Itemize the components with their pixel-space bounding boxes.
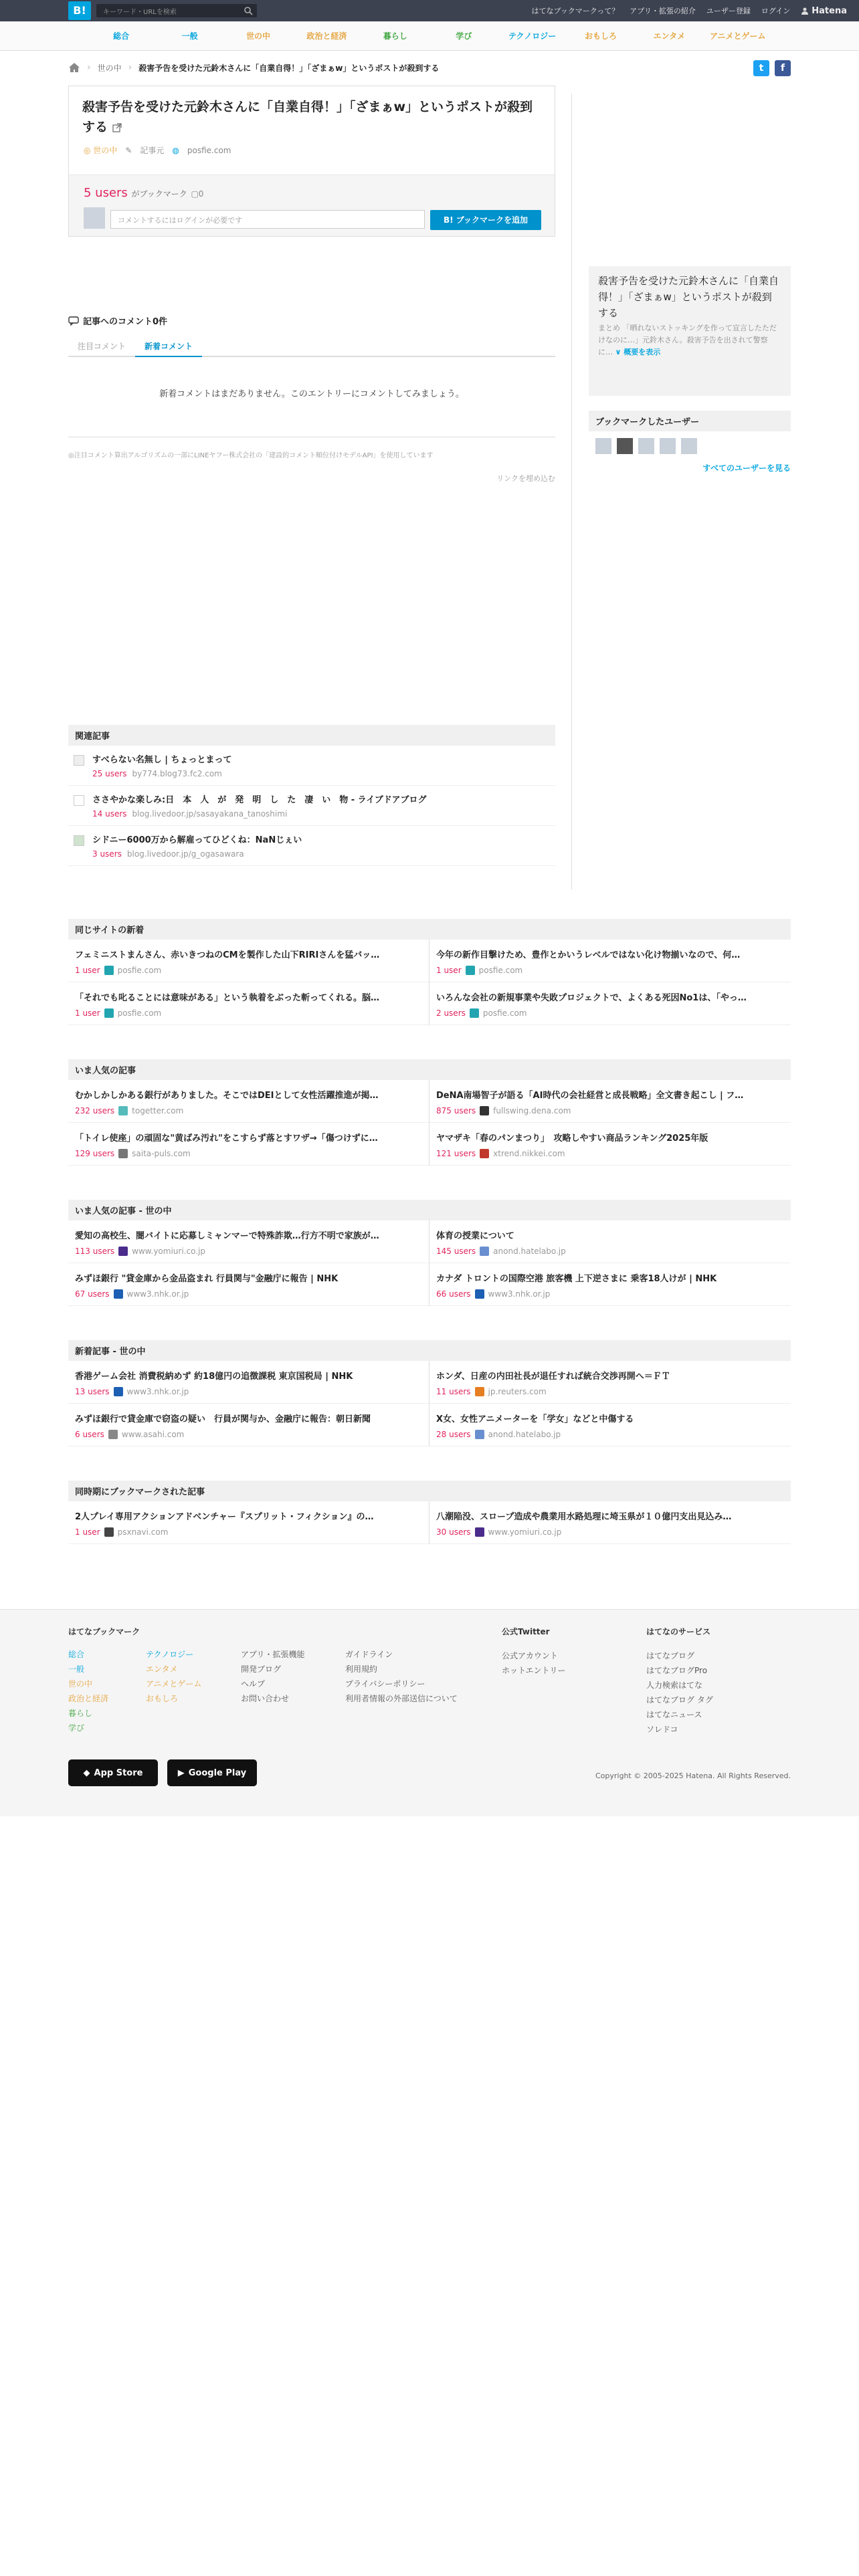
users-count[interactable]: 1 user — [436, 966, 462, 975]
site-favicon-icon — [480, 1106, 489, 1115]
users-count[interactable]: 875 users — [436, 1106, 476, 1115]
site-domain[interactable]: fullswing.dena.com — [493, 1106, 571, 1115]
site-favicon-icon — [74, 755, 84, 766]
site-favicon-icon — [475, 1289, 484, 1299]
google-play-label: Google Play — [188, 1767, 247, 1778]
entry-category-label: 世の中 — [93, 146, 118, 155]
site-domain[interactable]: psxnavi.com — [117, 1527, 169, 1537]
footer-link[interactable]: プライバシーポリシー — [345, 1679, 425, 1689]
share-buttons — [753, 60, 791, 76]
list-item[interactable] — [68, 940, 430, 982]
footer — [0, 1609, 859, 1816]
users-count[interactable]: 25 users — [92, 769, 127, 778]
list-item[interactable] — [68, 1220, 430, 1263]
users-count[interactable]: 145 users — [436, 1247, 476, 1256]
article-meta — [436, 1430, 784, 1439]
sidebar-entry-card — [589, 266, 791, 396]
site-favicon-icon — [74, 835, 84, 846]
article-title[interactable]: 愛知の高校生、闇バイトに応募しミャンマーで特殊詐欺…行方不明で家族が… — [75, 1231, 379, 1241]
tab-popular-comments[interactable]: 注目コメント — [78, 342, 126, 351]
pencil-icon[interactable]: ✎ — [125, 145, 132, 155]
section-heading: いま人気の記事 — [68, 1059, 791, 1080]
footer-link[interactable]: アプリ・拡張機能 — [241, 1650, 305, 1659]
article-meta — [75, 1149, 422, 1158]
related-item-body — [92, 833, 302, 859]
list-item[interactable] — [430, 1361, 791, 1404]
tab-category-6[interactable]: テクノロジー — [508, 31, 557, 41]
list-item[interactable] — [430, 1080, 791, 1123]
section-grid — [68, 1361, 791, 1446]
users-count[interactable]: 13 users — [75, 1387, 110, 1396]
external-link-icon[interactable] — [112, 123, 122, 132]
apple-icon: ◆ — [83, 1767, 90, 1778]
list-item[interactable] — [430, 982, 791, 1025]
article-title[interactable]: 香港ゲーム会社 消費税納めず 約18億円の追徴課税 東京国税局 | NHK — [75, 1372, 353, 1382]
tab-category-9[interactable]: アニメとゲーム — [710, 31, 766, 41]
site-domain[interactable]: www3.nhk.or.jp — [126, 1289, 189, 1299]
related-title[interactable]: すべらない名無し | ちょっとまって — [92, 755, 232, 765]
footer-link[interactable]: ソレドコ — [646, 1725, 678, 1734]
section-grid — [68, 1080, 791, 1166]
comment-tabs — [68, 336, 555, 357]
entry-title-text[interactable]: 殺害予告を受けた元鈴木さんに「自業自得！」「ざまぁw」というポストが殺到する — [82, 100, 533, 134]
site-domain[interactable]: www3.nhk.or.jp — [126, 1387, 189, 1396]
users-count[interactable]: 1 user — [75, 966, 100, 975]
site-favicon-icon — [480, 1149, 489, 1158]
list-item[interactable] — [430, 940, 791, 982]
top-bar — [0, 0, 859, 21]
section-grid — [68, 940, 791, 1025]
tab-category-4[interactable]: 暮らし — [383, 31, 407, 41]
tab-category-2[interactable]: 世の中 — [246, 31, 270, 41]
footer-bookmark-heading: はてなブックマーク — [68, 1627, 140, 1636]
site-domain[interactable]: togetter.com — [132, 1106, 184, 1115]
site-favicon-icon — [104, 966, 114, 975]
footer-link[interactable]: 一般 — [68, 1665, 85, 1674]
users-count[interactable]: 121 users — [436, 1149, 476, 1158]
site-domain[interactable]: www3.nhk.or.jp — [488, 1289, 551, 1299]
user-avatar[interactable] — [638, 438, 654, 454]
tab-category-0[interactable]: 総合 — [113, 31, 130, 41]
footer-link[interactable]: 世の中 — [68, 1679, 93, 1689]
apps-link[interactable]: アプリ・拡張の紹介 — [630, 7, 696, 15]
site-domain[interactable]: www.asahi.com — [121, 1430, 185, 1439]
list-section-2 — [68, 1200, 791, 1306]
entry-domain[interactable]: posfie.com — [187, 145, 231, 155]
section-grid — [68, 1220, 791, 1306]
footer-link[interactable]: 利用規約 — [345, 1665, 378, 1674]
list-item[interactable] — [68, 982, 430, 1025]
globe-icon: ◍ — [172, 145, 179, 155]
list-item[interactable] — [430, 1123, 791, 1166]
site-favicon-icon — [475, 1430, 484, 1439]
entry-actions — [69, 175, 555, 236]
footer-link[interactable]: 開発ブログ — [241, 1665, 282, 1674]
footer-link[interactable]: 公式アカウント — [502, 1651, 558, 1660]
footer-link[interactable]: 総合 — [68, 1650, 85, 1659]
tab-category-1[interactable]: 一般 — [181, 31, 198, 41]
article-meta — [436, 1289, 784, 1299]
related-meta — [92, 849, 302, 859]
comments-heading — [68, 314, 555, 327]
column-divider — [571, 94, 572, 889]
footer-link[interactable]: はてなニュース — [646, 1710, 702, 1719]
site-domain[interactable]: www.yomiuri.co.jp — [488, 1527, 562, 1537]
article-title[interactable]: 2人プレイ専用アクションアドベンチャー『スプリット・フィクション』の… — [75, 1512, 374, 1522]
list-section-1 — [68, 1059, 791, 1166]
list-item[interactable] — [68, 746, 555, 786]
sidebar-desc — [598, 322, 780, 358]
app-store-label: App Store — [94, 1767, 143, 1778]
users-count[interactable]: 3 users — [92, 849, 122, 859]
site-favicon-icon — [480, 1247, 489, 1256]
article-title[interactable]: 今年の新作目撃けため、豊作とかいうレベルではない化け物揃いなので、何… — [436, 950, 741, 960]
list-item[interactable] — [68, 1263, 430, 1306]
sidebar-desc-text: まとめ 「晒れないストッキングを作って宣言したただけなのに…」元鈴木さん。殺害予告を出されて警察に… — [598, 324, 777, 356]
show-summary-label: 概要を表示 — [624, 348, 661, 356]
list-item[interactable] — [68, 1361, 430, 1404]
site-domain[interactable]: posfie.com — [478, 966, 523, 975]
user-icon — [801, 7, 809, 15]
user-avatar[interactable] — [617, 438, 633, 454]
site-favicon-icon — [104, 1008, 114, 1018]
tab-category-7[interactable]: おもしろ — [585, 31, 617, 41]
user-avatar[interactable] — [660, 438, 676, 454]
article-title[interactable]: DeNA南場智子が語る「AI時代の会社経営と成長戦略」全文書き起こし | フ… — [436, 1091, 744, 1101]
related-title[interactable]: ささやかな楽しみ:日 本 人 が 発 明 し た 凄 い 物 - ライブドアブログ — [92, 795, 427, 805]
users-count[interactable]: 14 users — [92, 809, 127, 819]
hatena-menu[interactable] — [801, 6, 847, 16]
site-domain[interactable]: blog.livedoor.jp/g_ogasawara — [126, 849, 244, 859]
article-title[interactable]: 「それでも叱ることには意味がある」という執着をぶった斬ってくれる。脳… — [75, 993, 380, 1003]
user-avatar[interactable] — [681, 438, 697, 454]
footer-link[interactable]: テクノロジー — [146, 1650, 194, 1659]
comments-section — [68, 314, 555, 484]
empty-comments-message: 新着コメントはまだありません。このエントリーにコメントしてみましょう。 — [159, 389, 464, 399]
entry-category[interactable]: ◎ 世の中 — [84, 146, 118, 155]
site-domain[interactable]: saita-puls.com — [132, 1149, 191, 1158]
about-link[interactable]: はてなブックマークって？ — [531, 7, 619, 15]
hatena-label: Hatena — [812, 5, 847, 16]
article-meta — [436, 1387, 784, 1396]
related-item-body — [92, 792, 426, 819]
article-title[interactable]: ホンダ、日産の内田社長が退任すれば統合交渉再開へ＝ＦＴ — [436, 1372, 670, 1382]
site-favicon-icon — [470, 1008, 479, 1018]
breadcrumb-separator-icon: › — [128, 62, 132, 73]
site-favicon-icon — [118, 1247, 128, 1256]
app-store-button[interactable] — [68, 1759, 158, 1786]
footer-twitter-heading: 公式Twitter — [502, 1627, 550, 1636]
hatena-bookmark-logo[interactable]: B! — [68, 1, 91, 20]
sidebar-title[interactable]: 殺害予告を受けた元鈴木さんに「自業自得！」「ざまぁw」というポストが殺到する — [598, 275, 779, 319]
article-title[interactable]: 八潮陥没、スロープ造成や農業用水路処理に埼玉県が１０億円支出見込み… — [436, 1512, 732, 1522]
site-domain[interactable]: posfie.com — [117, 966, 162, 975]
bookmarked-users — [589, 411, 791, 473]
list-item[interactable] — [68, 1501, 430, 1544]
users-count[interactable]: 5 users — [84, 186, 128, 200]
site-domain[interactable]: anond.hatelabo.jp — [493, 1247, 566, 1256]
bookmarked-users-heading: ブックマークしたユーザー — [589, 411, 791, 431]
list-section-4 — [68, 1481, 791, 1544]
facebook-share-icon[interactable]: f — [775, 60, 791, 76]
footer-categories-1 — [68, 1647, 108, 1735]
footer-categories-2 — [146, 1647, 201, 1706]
article-title[interactable]: みずほ銀行で貸金庫で窃盗の疑い 行員が関与か、金融庁に報告：朝日新聞 — [75, 1414, 371, 1424]
footer-link[interactable]: ホットエントリー — [502, 1666, 566, 1675]
footer-link[interactable]: アニメとゲーム — [146, 1679, 202, 1689]
comment-count-value: 0 — [198, 189, 204, 199]
article-title[interactable]: X女、女性アニメーターを「学女」などと中傷する — [436, 1414, 634, 1424]
login-link[interactable]: ログイン — [761, 7, 791, 15]
article-meta — [75, 1289, 422, 1299]
site-domain[interactable]: blog.livedoor.jp/sasayakana_tanoshimi — [132, 809, 288, 819]
comment-bubble-icon — [68, 316, 79, 326]
site-domain[interactable]: xtrend.nikkei.com — [493, 1149, 565, 1158]
algorithm-note: ◎注目コメント算出アルゴリズムの一部にLINEヤフー株式会社の「建設的コメント順位付けモデルAPI」を使用しています — [68, 452, 434, 459]
copyright: Copyright © 2005-2025 Hatena. All Rights Reserved. — [595, 1772, 791, 1780]
site-domain[interactable]: jp.reuters.com — [488, 1387, 547, 1396]
site-domain[interactable]: anond.hatelabo.jp — [488, 1430, 561, 1439]
home-icon[interactable] — [68, 62, 80, 73]
article-title[interactable]: みずほ銀行 "貸金庫から金品盗まれ 行員関与"金融庁に報告 | NHK — [75, 1274, 339, 1284]
list-item[interactable] — [68, 786, 555, 826]
section-heading: 新着記事 - 世の中 — [68, 1340, 791, 1361]
article-title[interactable]: 「トイレ使座」の頑固な"黄ばみ汚れ"をこすらず落とすワザ→「傷つけずに… — [75, 1134, 378, 1144]
site-favicon-icon — [475, 1387, 484, 1396]
users-count[interactable]: 232 users — [75, 1106, 115, 1115]
site-domain[interactable]: posfie.com — [117, 1008, 162, 1018]
footer-link[interactable]: 政治と経済 — [68, 1694, 109, 1703]
breadcrumb-current: 殺害予告を受けた元鈴木さんに「自業自得！」「ざまぁw」というポストが殺到する — [138, 63, 440, 73]
footer-link[interactable]: はてなブログPro — [646, 1666, 708, 1675]
comments-heading-text: 記事へのコメント0件 — [83, 317, 168, 327]
site-favicon-icon — [114, 1387, 123, 1396]
list-item[interactable] — [430, 1404, 791, 1446]
show-summary-link[interactable]: ∨ 概要を表示 — [615, 348, 661, 356]
tab-category-5[interactable]: 学び — [456, 31, 472, 41]
article-meta — [75, 1527, 422, 1537]
footer-link[interactable]: お問い合わせ — [241, 1694, 290, 1703]
footer-link[interactable]: はてなブログ — [646, 1651, 695, 1660]
users-count[interactable]: 113 users — [75, 1247, 115, 1256]
search-input[interactable] — [96, 4, 257, 17]
article-meta — [436, 1527, 784, 1537]
users-count[interactable]: 6 users — [75, 1430, 104, 1439]
article-title[interactable]: 体育の授業について — [436, 1231, 514, 1241]
section-heading: いま人気の記事 - 世の中 — [68, 1200, 791, 1220]
tab-new-comments[interactable]: 新着コメント — [135, 336, 202, 357]
footer-link[interactable]: 暮らし — [68, 1709, 93, 1718]
tab-category-3[interactable]: 政治と経済 — [306, 31, 347, 41]
list-section-0 — [68, 919, 791, 1025]
search-icon[interactable] — [244, 6, 253, 15]
register-link[interactable]: ユーザー登録 — [706, 7, 751, 15]
all-users-link[interactable]: すべてのユーザーを見る — [702, 463, 791, 473]
list-item[interactable] — [68, 826, 555, 866]
breadcrumb-separator-icon: › — [87, 62, 91, 73]
entry-title[interactable] — [82, 97, 537, 137]
users-count[interactable]: 67 users — [75, 1289, 110, 1299]
category-nav — [0, 21, 859, 51]
users-suffix: がブックマーク — [131, 189, 187, 199]
site-favicon-icon — [74, 795, 84, 806]
related-meta — [92, 769, 232, 778]
related-title[interactable]: シドニー6000万から解雇ってひどくね：NaNじぇい — [92, 835, 302, 845]
tab-category-8[interactable]: エンタメ — [653, 31, 686, 41]
article-title[interactable]: カナダ トロントの国際空港 旅客機 上下逆さまに 乗客18人けが | NHK — [436, 1274, 717, 1284]
article-meta — [436, 1247, 784, 1256]
site-favicon-icon — [466, 966, 475, 975]
footer-services-column — [646, 1624, 713, 1737]
footer-link[interactable]: 学び — [68, 1723, 85, 1733]
users-count[interactable]: 30 users — [436, 1527, 471, 1537]
list-section-3 — [68, 1340, 791, 1446]
article-meta — [436, 966, 784, 975]
users-count[interactable]: 1 user — [75, 1527, 100, 1537]
entry-users[interactable] — [84, 186, 203, 200]
article-meta — [75, 1247, 422, 1256]
footer-link[interactable]: はてなブログ タグ — [646, 1695, 713, 1705]
footer-twitter-column — [502, 1624, 566, 1678]
footer-links-1 — [241, 1647, 305, 1706]
play-icon: ▶ — [177, 1767, 185, 1778]
entry-meta — [84, 144, 231, 156]
avatar — [84, 207, 105, 229]
breadcrumb-category[interactable]: 世の中 — [97, 63, 122, 73]
add-bookmark-button[interactable]: B! ブックマークを追加 — [430, 210, 541, 230]
users-count[interactable]: 11 users — [436, 1387, 471, 1396]
article-title[interactable]: いろんな会社の新規事業や失敗プロジェクトで、よくある死因No1は、「やっ… — [436, 993, 747, 1003]
users-count[interactable]: 2 users — [436, 1008, 466, 1018]
footer-link[interactable]: おもしろ — [146, 1694, 179, 1703]
list-item[interactable] — [68, 1123, 430, 1166]
article-meta — [75, 1008, 422, 1018]
breadcrumb — [68, 58, 791, 78]
list-item[interactable] — [68, 1080, 430, 1123]
article-title[interactable]: フェミニストまんさん、赤いきつねのCMを製作した山下RIRIさんを猛バッ… — [75, 950, 380, 960]
comment-field[interactable]: コメントするにはログインが必要です — [110, 210, 425, 229]
related-heading: 関連記事 — [68, 725, 555, 746]
article-meta — [75, 1387, 422, 1396]
entry-card — [68, 86, 555, 237]
list-item[interactable] — [430, 1220, 791, 1263]
list-item[interactable] — [430, 1263, 791, 1306]
article-meta — [75, 966, 422, 975]
section-heading: 同じサイトの新着 — [68, 919, 791, 940]
site-domain[interactable]: by774.blog73.fc2.com — [132, 769, 222, 778]
site-favicon-icon — [118, 1149, 128, 1158]
user-avatar[interactable] — [595, 438, 611, 454]
users-count[interactable]: 28 users — [436, 1430, 471, 1439]
footer-link[interactable]: 人力検索はてな — [646, 1681, 703, 1690]
comment-count: ▢0 — [191, 189, 204, 199]
footer-link[interactable]: 利用者情報の外部送信について — [345, 1694, 458, 1703]
users-count[interactable]: 66 users — [436, 1289, 471, 1299]
article-title[interactable]: むかしかしかある銀行がありました。そこではDEIとして女性活躍推進が掲… — [75, 1091, 379, 1101]
related-item-body — [92, 752, 232, 778]
related-meta — [92, 809, 426, 819]
footer-link[interactable]: ガイドライン — [345, 1650, 393, 1659]
footer-links-2 — [345, 1647, 458, 1706]
article-meta — [75, 1430, 422, 1439]
section-grid — [68, 1501, 791, 1544]
users-count[interactable]: 129 users — [75, 1149, 115, 1158]
list-item[interactable] — [430, 1501, 791, 1544]
article-meta — [436, 1106, 784, 1115]
list-item[interactable] — [68, 1404, 430, 1446]
site-favicon-icon — [108, 1430, 118, 1439]
google-play-button[interactable] — [167, 1759, 257, 1786]
site-favicon-icon — [104, 1527, 114, 1537]
footer-bookmark-column — [68, 1624, 269, 1648]
search-placeholder: キーワード・URLを検索 — [103, 9, 177, 16]
article-meta — [436, 1008, 784, 1018]
section-heading: 同時期にブックマークされた記事 — [68, 1481, 791, 1501]
site-domain[interactable]: www.yomiuri.co.jp — [132, 1247, 205, 1256]
site-favicon-icon — [114, 1289, 123, 1299]
footer-link[interactable]: エンタメ — [146, 1665, 178, 1674]
footer-link[interactable]: ヘルプ — [241, 1679, 266, 1689]
entry-record-label: 記事元 — [140, 146, 165, 155]
embed-link[interactable]: リンクを埋め込む — [496, 474, 555, 483]
twitter-share-icon[interactable]: t — [753, 60, 769, 76]
users-count[interactable]: 1 user — [75, 1008, 100, 1018]
site-domain[interactable]: posfie.com — [482, 1008, 527, 1018]
footer-services-heading: はてなのサービス — [646, 1627, 711, 1636]
related-articles — [68, 725, 555, 866]
site-favicon-icon — [475, 1527, 484, 1537]
article-meta — [75, 1106, 422, 1115]
article-meta — [436, 1149, 784, 1158]
site-favicon-icon — [118, 1106, 128, 1115]
article-title[interactable]: ヤマザキ「春のパンまつり」 攻略しやすい商品ランキング2025年版 — [436, 1134, 708, 1144]
